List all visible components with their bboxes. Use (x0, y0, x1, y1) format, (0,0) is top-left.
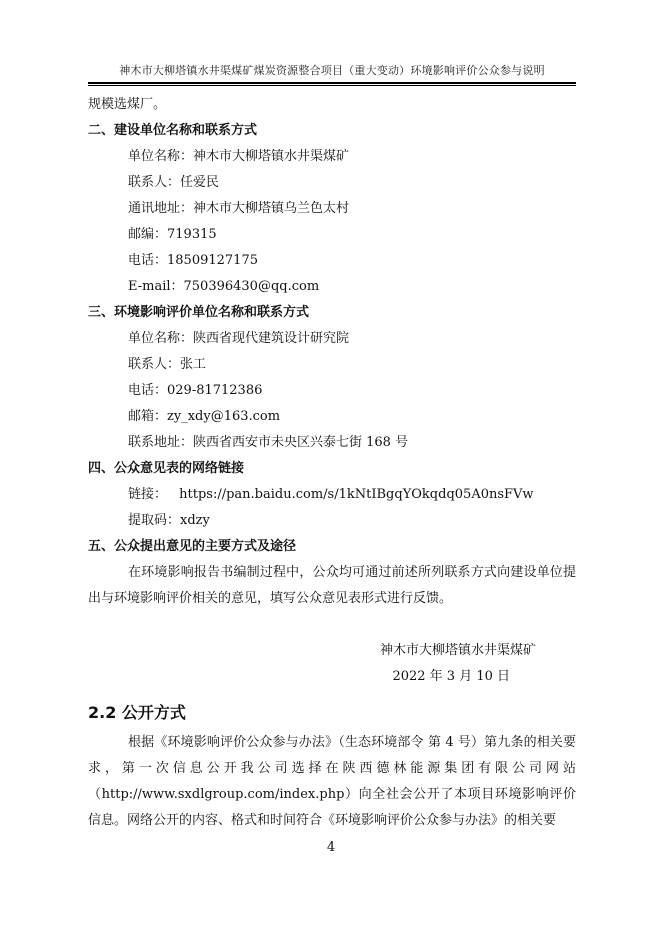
header-rule-thin (88, 85, 576, 86)
section-heading-builder: 二、建设单位名称和联系方式 (88, 123, 258, 138)
survey-link[interactable]: https://pan.baidu.com/s/1kNtIBgqYOkqdq05A0nsFVw (179, 487, 534, 502)
builder-postcode: 邮编：719315 (128, 227, 217, 242)
eia-email: 邮箱：zy_xdy@163.com (128, 409, 281, 424)
running-header: 神木市大柳塔镇水井渠煤矿煤炭资源整合项目（重大变动）环境影响评价公众参与说明 (119, 64, 545, 77)
builder-address: 通讯地址：神木市大柳塔镇乌兰色太村 (128, 201, 350, 216)
continuation-text: 规模选煤厂。 (88, 97, 167, 112)
signature-date: 2022 年 3 月 10 日 (392, 669, 510, 684)
header-rule (88, 82, 576, 84)
extraction-code: 提取码：xdzy (128, 513, 210, 528)
link-label: 链接： (128, 487, 168, 502)
spacer (88, 612, 576, 638)
page-number: 4 (326, 840, 336, 855)
methods-paragraph: 在环境影响报告书编制过程中，公众均可通过前述所列联系方式向建设单位提出与环境影响评价相关的意见，填写公众意见表形式进行反馈。 (88, 565, 576, 606)
eia-contact: 联系人：张工 (128, 357, 207, 372)
subsection-heading: 2.2 公开方式 (88, 703, 186, 722)
link-line (88, 482, 576, 508)
signature-org: 神木市大柳塔镇水井渠煤矿 (379, 643, 536, 658)
section-heading-link: 四、公众意见表的网络链接 (88, 461, 245, 476)
eia-phone: 电话：029-81712386 (128, 383, 263, 398)
disclosure-paragraph: 根据《环境影响评价公众参与办法》（生态环境部令 第 4 号）第九条的相关要求，第一次信息公开我公司选择在陕西德林能源集团有限公司网站（http://www.sxdlgroup.com/index.php）向全社会公开了本项目环境影响评价信息。网络公开的内容、格式和时间符合《环境影响评价公众参与办法》的相关要 (88, 735, 576, 828)
section-heading-methods: 五、公众提出意见的主要方式及途径 (88, 539, 297, 554)
eia-address: 联系地址：陕西省西安市未央区兴泰七街 168 号 (128, 435, 409, 450)
builder-email: E-mail：750396430@qq.com (128, 279, 320, 294)
section-heading-eia-unit: 三、环境影响评价单位名称和联系方式 (88, 305, 310, 320)
builder-contact: 联系人：任爱民 (128, 175, 220, 190)
builder-unit-name: 单位名称：神木市大柳塔镇水井渠煤矿 (128, 149, 350, 164)
eia-unit-name: 单位名称：陕西省现代建筑设计研究院 (128, 331, 350, 346)
builder-phone: 电话：18509127175 (128, 253, 258, 268)
page-body (88, 92, 576, 834)
